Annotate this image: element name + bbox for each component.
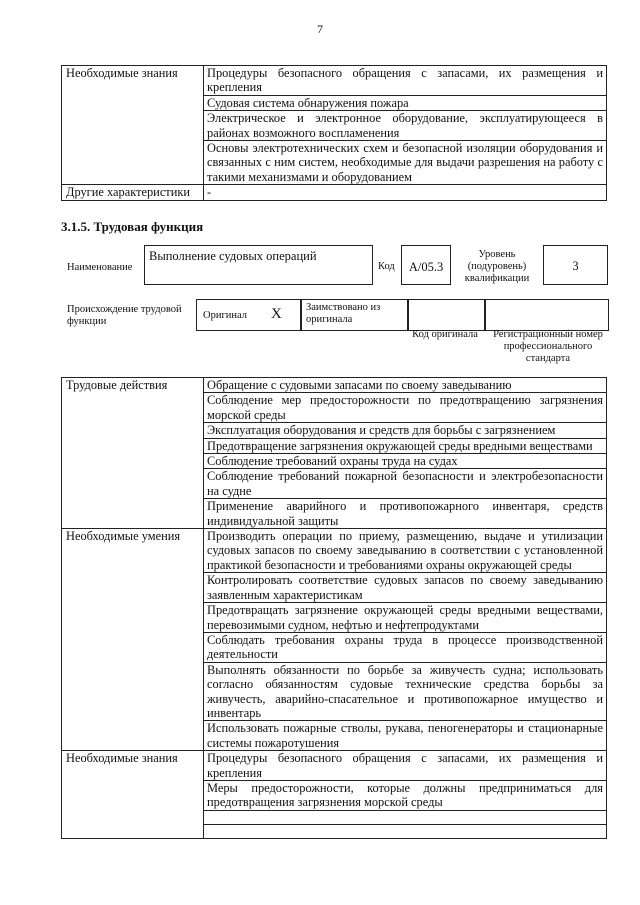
code-box xyxy=(401,245,451,285)
skill-item: Контролировать соответствие судовых запасов по своему заведыванию заявленным характеристикам xyxy=(204,573,607,603)
label-knowledge-main: Необходимые знания xyxy=(62,751,204,839)
page-number: 7 xyxy=(317,22,323,36)
knowledge-item: Процедуры безопасного обращения с запасами, их размещения и крепления xyxy=(204,751,607,781)
name-value: Выполнение судовых операций xyxy=(149,249,317,263)
level-label: Уровень (подуровень) квалификации xyxy=(464,249,530,284)
borrowed-box xyxy=(300,299,409,331)
reg-number-label: Регистрационный номер профессионального стандарта xyxy=(493,329,603,364)
section-title: 3.1.5. Трудовая функция xyxy=(61,219,204,234)
skill-item: Соблюдать требования охраны труда в процессе производственной деятельности xyxy=(204,632,607,662)
top-table xyxy=(61,65,607,201)
knowledge-item: Судовая система обнаружения пожара xyxy=(204,95,607,110)
action-item: Предотвращение загрязнения окружающей среды вредными веществами xyxy=(204,438,607,453)
borrowed-label: Заимствовано из оригинала xyxy=(306,302,381,325)
name-box xyxy=(144,245,373,285)
knowledge-item: Меры предосторожности, которые должны предприниматься для предотвращения загрязнения морской среды xyxy=(204,780,607,810)
action-item: Соблюдение мер предосторожности по предотвращению загрязнения морской среды xyxy=(204,393,607,423)
code-label: Код xyxy=(378,261,395,272)
empty-row xyxy=(204,824,607,838)
skill-item: Предотвращать загрязнение окружающей среды вредными веществами, перевозимыми судном, нефтью и нефтепродуктами xyxy=(204,603,607,633)
main-table xyxy=(61,377,607,839)
origin-label: Происхождение трудовой функции xyxy=(67,304,182,327)
knowledge-item: Основы электротехнических схем и безопасной изоляции оборудования и связанных с ним систем, необходимые для выдачи разрешения на работу с такими механизмами и оборудованием xyxy=(204,141,607,185)
label-other: Другие характеристики xyxy=(62,185,204,200)
knowledge-item: Процедуры безопасного обращения с запасами, их размещения и крепления xyxy=(204,66,607,96)
code-original-label: Код оригинала xyxy=(412,329,478,340)
action-item: Обращение с судовыми запасами по своему заведыванию xyxy=(204,378,607,393)
knowledge-item: Электрическое и электронное оборудование, эксплуатирующееся в районах возможного воспламенения xyxy=(204,111,607,141)
action-item: Соблюдение требований пожарной безопасности и электробезопасности на судне xyxy=(204,469,607,499)
label-knowledge: Необходимые знания xyxy=(62,66,204,185)
original-label: Оригинал xyxy=(203,310,247,321)
original-box xyxy=(196,299,302,331)
action-item: Применение аварийного и противопожарного инвентаря, средств индивидуальной защиты xyxy=(204,499,607,529)
code-value: A/05.3 xyxy=(408,260,444,274)
skill-item: Выполнять обязанности по борьбе за живучесть судна; использовать согласно обязанностям судовые технические средства борьбы за живучесть, аварийно-спасательное и противопожарное имущество и инвентарь xyxy=(204,662,607,721)
label-actions: Трудовые действия xyxy=(62,378,204,529)
level-box xyxy=(543,245,608,285)
action-item: Соблюдение требований охраны труда на судах xyxy=(204,454,607,469)
reg-number-box xyxy=(484,299,609,331)
name-label: Наименование xyxy=(67,262,133,273)
action-item: Эксплуатация оборудования и средств для борьбы с загрязнением xyxy=(204,423,607,438)
skill-item: Производить операции по приему, размещению, выдаче и утилизации судовых запасов по своему заведыванию в соответствии с установленной практикой безопасности и требованиями охраны окружающей среды xyxy=(204,529,607,573)
empty-row xyxy=(204,810,607,824)
original-mark: X xyxy=(271,306,282,322)
level-value: 3 xyxy=(572,259,579,273)
label-skills: Необходимые умения xyxy=(62,529,204,751)
other-value: - xyxy=(204,185,607,200)
code-original-box xyxy=(407,299,486,331)
skill-item: Использовать пожарные стволы, рукава, пеногенераторы и стационарные системы пожаротушения xyxy=(204,721,607,751)
